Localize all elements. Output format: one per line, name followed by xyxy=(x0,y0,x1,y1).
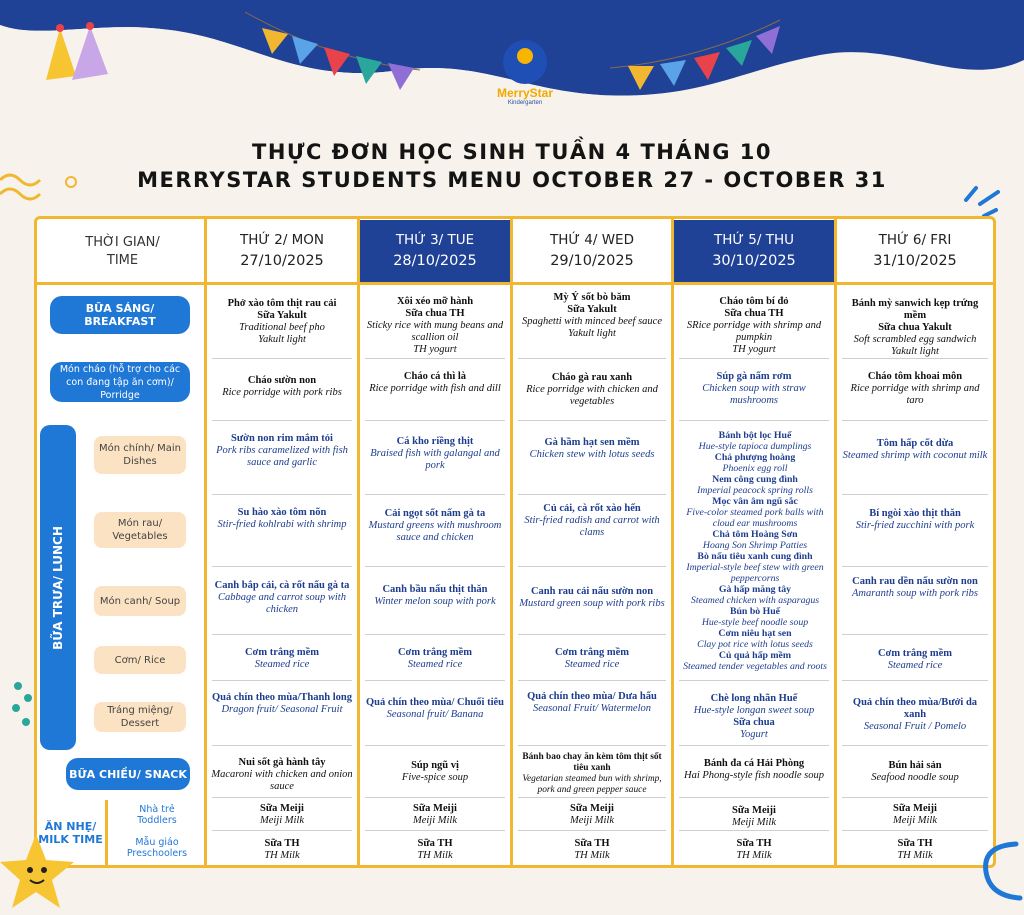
row-separator xyxy=(518,358,666,359)
fri-porridge xyxy=(837,371,993,407)
dish-en: Hoang Son Shrimp Patties xyxy=(702,540,808,551)
tue-dessert xyxy=(360,697,510,721)
dish-vi: Sữa TH xyxy=(264,838,300,849)
dish-vi: Canh bắp cải, cà rốt nấu gà ta xyxy=(214,580,350,591)
dish-vi: Gà hầm hạt sen mềm xyxy=(544,437,640,448)
row-label-soup: Món canh/ Soup xyxy=(94,586,186,616)
day-label: THỨ 3/ TUE xyxy=(395,232,475,248)
dish-vi: Sữa Yakult xyxy=(257,310,307,321)
dish-en: Seasonal fruit/ Banana xyxy=(386,709,484,720)
row-separator xyxy=(679,420,829,421)
fri-milk-preschool xyxy=(837,838,993,862)
dish-en: Imperial-style beef stew with green peppercorns xyxy=(686,562,824,584)
dish-en: TH Milk xyxy=(417,850,453,861)
dish-vi: Canh rau dền nấu sườn non xyxy=(852,576,978,587)
day-date: 29/10/2025 xyxy=(550,253,634,269)
day-label: THỨ 5/ THU xyxy=(714,232,794,248)
dish-vi: Mỳ Ý sốt bò băm xyxy=(553,292,631,303)
row-separator xyxy=(365,494,505,495)
dish-vi: Bánh bao chay ăn kèm tôm thịt sốt tiêu xanh xyxy=(522,752,662,773)
dish-vi: Quả chín theo mùa/ Dưa hấu xyxy=(527,691,657,702)
dish-en: Chicken soup with straw mushrooms xyxy=(702,383,806,406)
dish-vi: Bún bò Huế xyxy=(729,606,781,617)
dish-vi: Bún hải sản xyxy=(888,760,942,771)
dish-en: Hue-style beef noodle soup xyxy=(701,617,809,628)
dish-en: Steamed chicken with asparagus xyxy=(690,595,820,606)
dish-vi: Sữa Meiji xyxy=(893,803,937,814)
tue-main xyxy=(360,436,510,472)
dish-vi: Xôi xéo mỡ hành xyxy=(396,296,474,307)
dish-en: Yakult light xyxy=(258,334,306,345)
fri-breakfast xyxy=(837,298,993,358)
day-header-thu xyxy=(674,220,834,282)
fri-veg xyxy=(837,508,993,532)
dish-vi: Cải ngọt sốt nấm gà ta xyxy=(384,508,486,519)
day-header-mon xyxy=(207,220,357,282)
tue-rice xyxy=(360,647,510,671)
row-separator xyxy=(679,797,829,798)
dish-vi: Bánh đa cá Hải Phòng xyxy=(703,758,805,769)
mon-soup xyxy=(207,580,357,616)
page-title-en: MERRYSTAR STUDENTS MENU OCTOBER 27 - OCTOBER 31 xyxy=(137,168,887,192)
row-separator xyxy=(365,680,505,681)
dish-vi: Cơm trắng mềm xyxy=(244,647,320,658)
dish-en: SRice porridge with shrimp and pumpkin xyxy=(686,320,822,343)
dish-vi: Chả tôm Hoàng Sơn xyxy=(712,529,798,540)
dish-vi: Canh bầu nấu thịt thăn xyxy=(382,584,488,595)
dish-en: Pork ribs caramelized with fish sauce and garlic xyxy=(216,445,348,468)
row-label-main: Món chính/ Main Dishes xyxy=(94,436,186,474)
tue-snack xyxy=(360,760,510,784)
dish-en: Steamed rice xyxy=(887,660,943,671)
mon-milk-preschool xyxy=(207,838,357,862)
thu-dessert xyxy=(674,693,834,741)
thu-lunch-list xyxy=(677,430,833,672)
dish-en: TH Milk xyxy=(574,850,610,861)
dish-vi: Củ quả hấp mềm xyxy=(718,650,792,661)
dish-en: Yakult light xyxy=(568,328,616,339)
brand-sub: Kindergarten xyxy=(507,100,543,106)
row-label-lunch xyxy=(40,425,76,750)
dish-en: Meiji Milk xyxy=(892,815,938,826)
wed-breakfast xyxy=(513,292,671,340)
dish-en: Hai Phong-style fish noodle soup xyxy=(684,770,824,781)
row-separator xyxy=(212,494,352,495)
dish-en: Mustard green soup with pork ribs xyxy=(519,598,665,609)
row-separator xyxy=(212,680,352,681)
fri-milk-toddlers xyxy=(837,803,993,827)
dish-vi: Nem công cung đình xyxy=(712,474,798,485)
dish-vi: Quả chín theo mùa/Bưởi da xanh xyxy=(852,697,978,720)
mon-main xyxy=(207,433,357,469)
dish-en: Stir-fried zucchini with pork xyxy=(855,520,975,531)
wed-main xyxy=(513,437,671,461)
dish-vi: Bánh bột lọc Huế xyxy=(718,430,792,441)
row-separator xyxy=(679,358,829,359)
dish-en: Clay pot rice with lotus seeds xyxy=(697,639,813,650)
dish-en: Chicken stew with lotus seeds xyxy=(529,449,655,460)
tue-veg xyxy=(360,508,510,544)
row-separator xyxy=(365,745,505,746)
dish-vi: Quả chín theo mùa/Thanh long xyxy=(211,692,353,703)
mon-breakfast xyxy=(207,298,357,346)
dish-vi: Sữa chua Yakult xyxy=(878,322,952,333)
thu-breakfast xyxy=(674,296,834,356)
star-logo-icon xyxy=(503,40,547,84)
fri-soup xyxy=(837,576,993,600)
row-separator xyxy=(518,797,666,798)
dish-en: Winter melon soup with pork xyxy=(374,596,496,607)
time-header xyxy=(40,234,205,270)
wed-dessert xyxy=(513,691,671,715)
dish-en: TH Milk xyxy=(736,850,772,861)
dish-en: Traditional beef pho xyxy=(239,322,325,333)
dish-en: Soft scrambled egg sandwich xyxy=(853,334,977,345)
tue-milk-toddlers xyxy=(360,803,510,827)
brand-logo xyxy=(490,40,560,110)
dish-vi: Cơm niêu hạt sen xyxy=(718,628,792,639)
dish-en: Meiji Milk xyxy=(259,815,305,826)
row-separator xyxy=(518,745,666,746)
star-mascot-icon xyxy=(0,830,80,915)
day-date: 28/10/2025 xyxy=(393,253,477,269)
fri-snack xyxy=(837,760,993,784)
row-separator xyxy=(365,830,505,831)
preschool-vi: Mẫu giáo xyxy=(135,837,179,848)
row-separator xyxy=(842,494,988,495)
dish-vi: Sữa chua TH xyxy=(724,308,784,319)
dish-en: Macaroni with chicken and onion sauce xyxy=(211,769,353,792)
dish-vi: Sữa Meiji xyxy=(260,803,304,814)
time-header-en: TIME xyxy=(106,253,139,268)
dish-vi: Sữa TH xyxy=(417,838,453,849)
dish-vi: Sữa Meiji xyxy=(413,803,457,814)
dish-vi: Sữa Meiji xyxy=(732,805,776,816)
dish-en: Meiji Milk xyxy=(412,815,458,826)
row-separator xyxy=(518,494,666,495)
dish-vi: Sườn non rim mắm tỏi xyxy=(231,433,333,444)
dish-vi: Sữa TH xyxy=(897,838,933,849)
dish-vi: Súp ngũ vị xyxy=(411,760,459,771)
dots-decoration xyxy=(8,680,38,730)
wed-milk-toddlers xyxy=(513,803,671,827)
row-separator xyxy=(212,634,352,635)
row-separator xyxy=(365,634,505,635)
thu-snack xyxy=(674,758,834,782)
row-separator xyxy=(212,566,352,567)
dish-en: Yogurt xyxy=(740,729,768,740)
day-date: 30/10/2025 xyxy=(712,253,796,269)
row-separator xyxy=(212,797,352,798)
dish-en: Amaranth soup with pork ribs xyxy=(851,588,978,599)
day-header-tue xyxy=(360,220,510,282)
row-separator xyxy=(518,566,666,567)
dish-en: Rice porridge with chicken and vegetables xyxy=(526,384,658,407)
wed-porridge xyxy=(513,372,671,408)
dish-en: Braised fish with galangal and pork xyxy=(370,448,500,471)
wed-soup xyxy=(513,586,671,610)
dish-vi: Sữa chua xyxy=(733,717,775,728)
thu-porridge xyxy=(674,371,834,407)
dish-vi: Su hào xào tôm nõn xyxy=(237,507,327,518)
dish-en: Spaghetti with minced beef sauce xyxy=(522,316,662,327)
wed-rice xyxy=(513,647,671,671)
dish-en: Five-spice soup xyxy=(401,772,469,783)
row-separator xyxy=(842,680,988,681)
mon-rice xyxy=(207,647,357,671)
row-separator xyxy=(365,797,505,798)
row-label-porridge: Món cháo (hỗ trợ cho các con đang tập ăn cơm)/ Porridge xyxy=(50,362,190,402)
wed-snack xyxy=(513,752,671,796)
dish-vi: Bánh mỳ sanwich kẹp trứng mềm xyxy=(851,298,979,321)
lunch-label-text: BỮA TRƯA/ LUNCH xyxy=(51,525,66,650)
dish-en: Mustard greens with mushroom sauce and chicken xyxy=(368,520,502,543)
dish-vi: Bò nấu tiêu xanh cung đình xyxy=(697,551,813,562)
dish-en: Hue-style longan sweet soup xyxy=(693,705,815,716)
dish-vi: Cháo gà rau xanh xyxy=(551,372,633,383)
row-separator xyxy=(518,634,666,635)
dish-vi: Cháo cá thì là xyxy=(403,371,467,382)
wed-milk-preschool xyxy=(513,838,671,862)
fri-dessert xyxy=(837,697,993,733)
dish-vi: Nui sốt gà hành tây xyxy=(238,757,326,768)
dish-vi: Sữa Meiji xyxy=(570,803,614,814)
dish-vi: Chả phượng hoàng xyxy=(714,452,796,463)
dish-vi: Quả chín theo mùa/ Chuối tiêu xyxy=(366,697,504,708)
toddlers-vi: Nhà trẻ xyxy=(139,804,175,815)
dish-en: Hue-style tapioca dumplings xyxy=(698,441,812,452)
dish-en: Meiji Milk xyxy=(569,815,615,826)
brand-name: MerryStar xyxy=(496,86,554,100)
dish-vi: Củ cải, cà rốt xào hến xyxy=(543,503,641,514)
mon-milk-toddlers xyxy=(207,803,357,827)
row-separator xyxy=(842,745,988,746)
row-separator xyxy=(679,680,829,681)
dish-en: Cabbage and carrot soup with chicken xyxy=(218,592,346,615)
dish-en: Five-color steamed pork balls with cloud ear mushrooms xyxy=(686,507,824,529)
mon-snack xyxy=(207,757,357,793)
dish-en: Imperial peacock spring rolls xyxy=(697,485,813,496)
dish-en: Steamed shrimp with coconut milk xyxy=(842,450,988,461)
dish-en: Steamed rice xyxy=(407,659,463,670)
dish-vi: Phở xào tôm thịt rau cải xyxy=(227,298,337,309)
dish-en: Seasonal Fruit / Pomelo xyxy=(863,721,967,732)
row-label-snack: BỮA CHIỀU/ SNACK xyxy=(66,758,190,790)
dish-en: Meiji Milk xyxy=(731,817,777,828)
tue-soup xyxy=(360,584,510,608)
row-label-milk: ĂN NHẸ/ MILK TIME xyxy=(36,800,108,866)
row-label-dessert: Tráng miệng/ Dessert xyxy=(94,702,186,732)
dish-vi: Cơm trắng mềm xyxy=(877,648,953,659)
fri-rice xyxy=(837,648,993,672)
day-label: THỨ 2/ MON xyxy=(239,232,325,248)
day-date: 27/10/2025 xyxy=(240,253,324,269)
row-separator xyxy=(679,745,829,746)
dish-vi: Cơm trắng mềm xyxy=(397,647,473,658)
dish-vi: Sữa Yakult xyxy=(567,304,617,315)
dish-en: Steamed rice xyxy=(564,659,620,670)
row-separator xyxy=(518,680,666,681)
row-separator xyxy=(212,745,352,746)
mon-dessert xyxy=(207,692,357,716)
dish-en: TH yogurt xyxy=(413,344,457,355)
row-separator xyxy=(212,830,352,831)
wed-veg xyxy=(513,503,671,539)
row-separator xyxy=(212,358,352,359)
day-label: THỨ 4/ WED xyxy=(550,232,634,248)
row-separator xyxy=(842,420,988,421)
row-label-rice: Cơm/ Rice xyxy=(94,646,186,674)
time-header-vi: THỜI GIAN/ xyxy=(85,235,160,250)
tue-breakfast xyxy=(360,296,510,356)
preschool-en: Preschoolers xyxy=(126,848,188,859)
row-separator xyxy=(365,358,505,359)
dish-vi: Cá kho riềng thịt xyxy=(396,436,474,447)
dish-en: TH yogurt xyxy=(732,344,776,355)
dish-vi: Cơm trắng mềm xyxy=(554,647,630,658)
dish-en: Seasonal Fruit/ Watermelon xyxy=(532,703,652,714)
row-separator xyxy=(842,358,988,359)
row-separator xyxy=(842,830,988,831)
dish-vi: Bí ngòi xào thịt thăn xyxy=(869,508,961,519)
day-header-fri xyxy=(837,220,993,282)
row-separator xyxy=(842,797,988,798)
dish-en: Stir-fried kohlrabi with shrimp xyxy=(217,519,347,530)
preschool-label xyxy=(110,837,204,859)
dish-en: Rice porridge with shrimp and taro xyxy=(850,383,980,406)
row-separator xyxy=(679,830,829,831)
thu-milk-preschool xyxy=(674,838,834,862)
row-separator xyxy=(518,420,666,421)
swirl-decoration xyxy=(972,836,1024,906)
row-separator xyxy=(518,830,666,831)
mon-porridge xyxy=(207,375,357,399)
fri-main xyxy=(837,438,993,462)
row-separator xyxy=(365,566,505,567)
dish-en: TH Milk xyxy=(897,850,933,861)
dish-en: Steamed tender vegetables and roots xyxy=(683,661,827,672)
dish-vi: Cháo tôm khoai môn xyxy=(867,371,963,382)
day-header-wed xyxy=(513,220,671,282)
row-label-veg: Món rau/ Vegetables xyxy=(94,512,186,548)
dish-en: Seafood noodle soup xyxy=(871,772,959,783)
dish-en: Steamed rice xyxy=(254,659,310,670)
dish-vi: Cháo sườn non xyxy=(247,375,317,386)
dish-vi: Cháo tôm bí đỏ xyxy=(719,296,789,307)
dish-vi: Mọc vân âm ngũ sắc xyxy=(712,496,798,507)
dish-vi: Sữa chua TH xyxy=(405,308,465,319)
page-title-vi: THỰC ĐƠN HỌC SINH TUẦN 4 THÁNG 10 xyxy=(252,140,772,164)
dish-en: Phoenix egg roll xyxy=(722,463,788,474)
dish-vi: Súp gà nấm rơm xyxy=(716,371,792,382)
dish-vi: Gà hấp măng tây xyxy=(718,584,792,595)
day-label: THỨ 6/ FRI xyxy=(878,232,952,248)
thu-milk-toddlers xyxy=(674,805,834,829)
dish-vi: Canh rau cải nấu sườn non xyxy=(530,586,654,597)
day-date: 31/10/2025 xyxy=(873,253,957,269)
dish-vi: Tôm hấp cốt dừa xyxy=(876,438,954,449)
toddlers-en: Toddlers xyxy=(137,815,177,826)
dish-en: Rice porridge with fish and dill xyxy=(369,383,501,394)
row-separator xyxy=(365,420,505,421)
row-label-breakfast: BỮA SÁNG/ BREAKFAST xyxy=(50,296,190,334)
toddlers-label xyxy=(110,804,204,826)
dish-en: Stir-fried radish and carrot with clams xyxy=(524,515,660,538)
dish-en: TH Milk xyxy=(264,850,300,861)
dish-en: Rice porridge with pork ribs xyxy=(222,387,342,398)
row-separator xyxy=(842,634,988,635)
dish-vi: Sữa TH xyxy=(736,838,772,849)
dish-vi: Sữa TH xyxy=(574,838,610,849)
dish-en: Yakult light xyxy=(891,346,939,357)
dish-en: Dragon fruit/ Seasonal Fruit xyxy=(221,704,343,715)
grid-line xyxy=(36,282,994,285)
dish-en: Sticky rice with mung beans and scallion oil xyxy=(366,320,504,343)
dish-vi: Chè long nhãn Huế xyxy=(710,693,798,704)
tue-milk-preschool xyxy=(360,838,510,862)
row-separator xyxy=(842,566,988,567)
row-separator xyxy=(212,420,352,421)
tue-porridge xyxy=(360,371,510,395)
dish-en: Vegetarian steamed bun with shrimp, pork and green pepper sauce xyxy=(522,774,662,795)
party-hat-icon xyxy=(36,20,112,86)
mon-veg xyxy=(207,507,357,531)
